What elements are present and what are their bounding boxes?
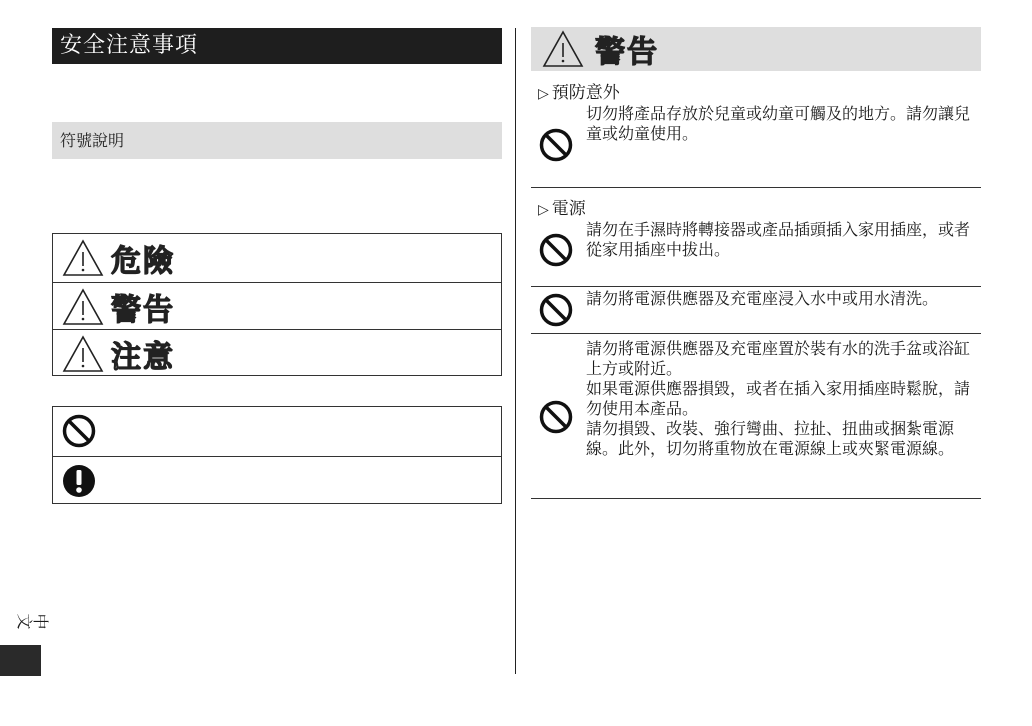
hazard-level-table bbox=[52, 233, 502, 376]
page-title: 安全注意事項 bbox=[52, 28, 502, 64]
item-divider bbox=[531, 333, 981, 334]
level-row-caution bbox=[53, 329, 501, 377]
triangle-marker-icon: ▷ bbox=[538, 86, 549, 102]
section-heading-power: ▷ 電源 bbox=[538, 199, 586, 219]
item-divider bbox=[531, 286, 981, 287]
section-divider bbox=[531, 187, 981, 188]
warning-item-text: 請勿將電源供應器及充電座置於裝有水的洗手盆或浴缸上方或附近。 如果電源供應器損毀，或者在插入家用插座時鬆脫，請勿使用本產品。 請勿損毀、改裝、強行彎曲、拉扯、扭曲或捆紮電源線。此外，切勿將重物放在電源線上或夾緊電源線。 bbox=[586, 339, 971, 458]
prohibition-icon bbox=[538, 292, 574, 328]
column-divider bbox=[515, 28, 516, 674]
language-tab-label: 中文 bbox=[17, 611, 49, 630]
warning-item-text: 請勿在手濕時將轉接器或產品插頭插入家用插座，或者從家用插座中拔出。 bbox=[586, 220, 971, 259]
level-row-warning bbox=[53, 282, 501, 330]
level-row-danger bbox=[53, 234, 501, 281]
level-label-warning: 警告 bbox=[111, 292, 175, 328]
warning-item-text: 切勿將產品存放於兒童或幼童可觸及的地方。請勿讓兒童或幼童使用。 bbox=[586, 104, 971, 143]
prohibition-icon bbox=[538, 127, 574, 163]
section-divider bbox=[531, 498, 981, 499]
warning-item-text: 請勿將電源供應器及充電座浸入水中或用水清洗。 bbox=[586, 289, 939, 308]
level-label-danger: 危險 bbox=[111, 243, 175, 279]
warning-triangle-icon bbox=[61, 287, 105, 327]
warning-triangle-icon bbox=[61, 334, 105, 374]
prohibition-icon bbox=[61, 413, 97, 449]
triangle-marker-icon: ▷ bbox=[538, 202, 549, 218]
warning-header-label: 警告 bbox=[595, 35, 659, 70]
section-heading-accident-prevention: ▷ 預防意外 bbox=[538, 83, 620, 103]
prohibition-icon bbox=[538, 232, 574, 268]
symbol-row-mandatory bbox=[53, 456, 501, 505]
level-label-caution: 注意 bbox=[111, 339, 175, 375]
section-title-symbols: 符號說明 bbox=[52, 122, 502, 159]
prohibition-icon bbox=[538, 399, 574, 435]
symbol-row-prohibition bbox=[53, 407, 501, 455]
symbol-table bbox=[52, 406, 502, 504]
warning-header bbox=[531, 27, 981, 71]
language-tab-marker bbox=[0, 645, 41, 676]
mandatory-exclamation-icon bbox=[61, 463, 97, 499]
warning-triangle-icon bbox=[541, 29, 585, 69]
warning-triangle-icon bbox=[61, 238, 105, 278]
